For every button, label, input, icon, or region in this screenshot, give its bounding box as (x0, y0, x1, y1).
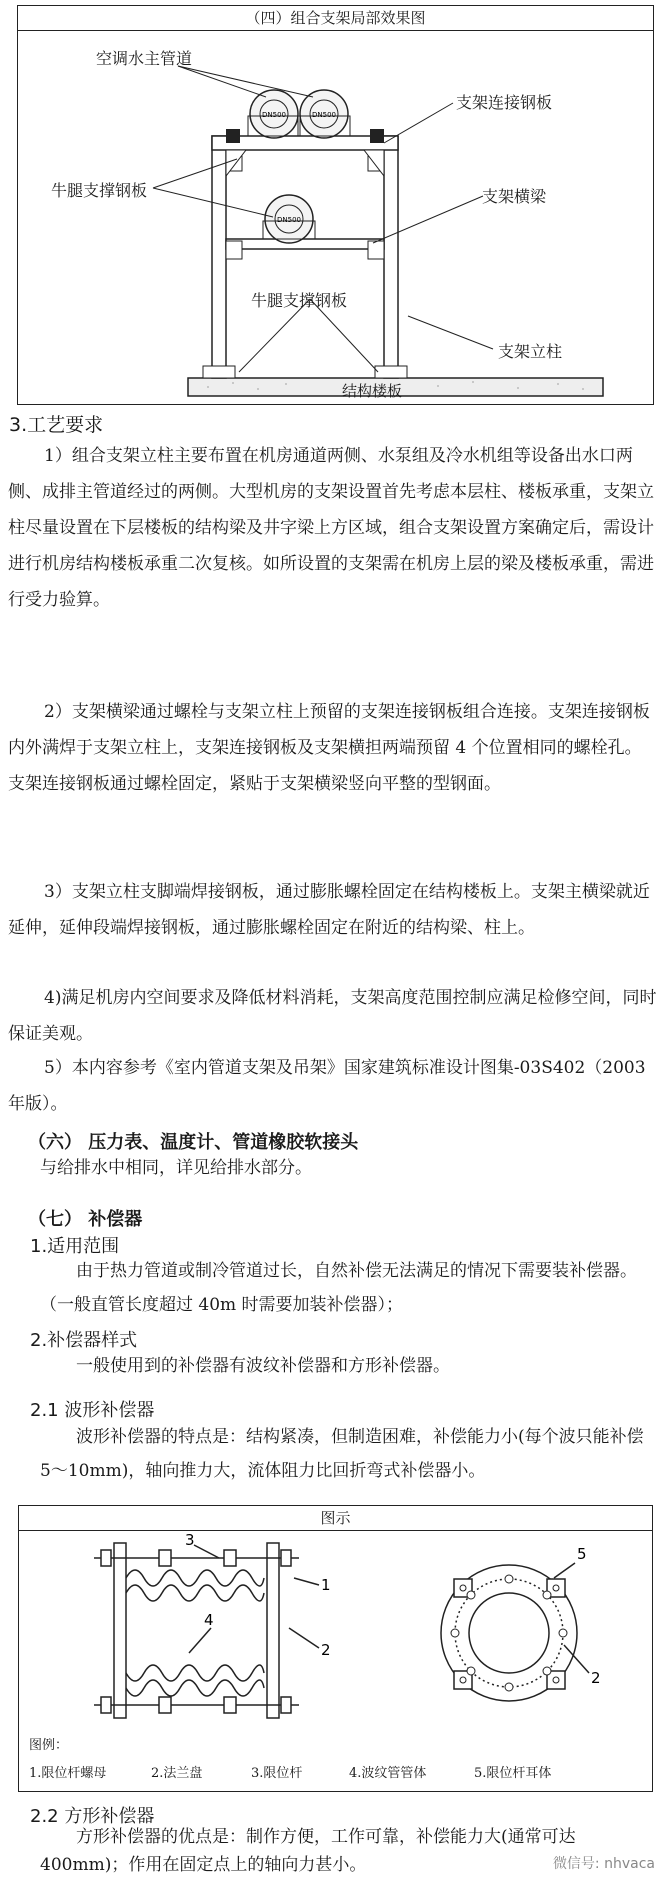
figure-title: （四）组合支架局部效果图 (18, 6, 653, 31)
callout-2b: 2 (591, 1669, 601, 1687)
paragraph-4: 4)满足机房内空间要求及降低材料消耗，支架高度范围控制应满足检修空间，同时保证美观。 (8, 988, 657, 1044)
subsection-1-heading: 1.适用范围 (30, 1236, 120, 1257)
subsection-21-text: 波形补偿器的特点是：结构紧凑，但制造困难，补偿能力小(每个波只能补偿 5～10mm)，轴向推力大，流体阻力比回折弯式补偿器小。 (40, 1427, 644, 1481)
callout-2: 2 (321, 1641, 331, 1659)
subsection-1-text: 由于热力管道或制冷管道过长，自然补偿无法满足的情况下需要装补偿器。（一般直管长度超过 40m 时需要加装补偿器）； (40, 1261, 637, 1315)
dn-label-1: DN500 (262, 111, 286, 119)
section-6-text: 与给排水中相同，详见给排水部分。 (40, 1158, 312, 1178)
legend-item-3: 3.限位杆 (251, 1766, 303, 1781)
label-bracket-2: 牛腿支撑钢板 (251, 291, 348, 310)
section-3-heading: 3.工艺要求 (9, 414, 104, 436)
paragraph-1: 1）组合支架立柱主要布置在机房通道两侧、水泵组及冷水机组等设备出水口两侧、成排主管道经过的两侧。大型机房的支架设置首先考虑本层柱、楼板承重，支架立柱尽量设置在下层楼板的结构梁及井字梁上方区域，组合支架设置方案确定后，需设计进行机房结构楼板承重二次复核。如所设置的支架需在机房上层的梁及楼板承重，需进行受力验算。 (8, 446, 654, 610)
subsection-2-heading: 2.补偿器样式 (30, 1330, 138, 1351)
watermark: 微信号: nhvaca (552, 1856, 655, 1872)
section-7-heading: （七） 补偿器 (28, 1209, 143, 1230)
label-beam: 支架横梁 (482, 187, 547, 206)
figure-combined-support (17, 5, 654, 405)
label-plate: 支架连接钢板 (456, 93, 553, 112)
paragraph-5: 5）本内容参考《室内管道支架及吊架》国家建筑标准设计图集-03S402（2003 年版）。 (8, 1058, 646, 1114)
label-floor: 结构楼板 (342, 382, 403, 400)
label-main-pipe: 空调水主管道 (96, 49, 193, 68)
legend-item-1: 1.限位杆螺母 (29, 1766, 107, 1781)
compensator-drawing (19, 1533, 652, 1733)
subsection-21-heading: 2.1 波形补偿器 (30, 1400, 155, 1421)
callout-1: 1 (321, 1576, 331, 1594)
legend-title: 图例： (29, 1738, 69, 1753)
label-column: 支架立柱 (498, 342, 563, 361)
paragraph-3: 3）支架立柱支脚端焊接钢板，通过膨胀螺栓固定在结构楼板上。支架主横梁就近延伸，延伸段端焊接钢板，通过膨胀螺栓固定在附近的结构梁、柱上。 (8, 882, 650, 938)
callout-3: 3 (185, 1533, 195, 1549)
legend-item-2: 2.法兰盘 (151, 1766, 203, 1781)
paragraph-2: 2）支架横梁通过螺栓与支架立柱上预留的支架连接钢板组合连接。支架连接钢板内外满焊于支架立柱上，支架连接钢板及支架横担两端预留 4 个位置相同的螺栓孔。支架连接钢板通过螺栓固定，紧贴于支架横梁竖向平整的型钢面。 (8, 702, 650, 794)
figure-compensator (18, 1505, 653, 1792)
label-bracket-1: 牛腿支撑钢板 (51, 181, 148, 200)
callout-5: 5 (577, 1545, 587, 1563)
callout-4: 4 (204, 1611, 214, 1629)
dn-label-3: DN500 (277, 216, 301, 224)
figure-2-title: 图示 (19, 1506, 652, 1531)
legend-item-4: 4.波纹管管体 (349, 1766, 427, 1781)
subsection-22-heading: 2.2 方形补偿器 (30, 1806, 155, 1827)
subsection-2-text: 一般使用到的补偿器有波纹补偿器和方形补偿器。 (76, 1356, 450, 1376)
subsection-22-text: 方形补偿器的优点是：制作方便，工作可靠，补偿能力大(通常可达 400mm)；作用在固定点上的轴向力甚小。 (40, 1827, 576, 1875)
dn-label-2: DN500 (312, 111, 336, 119)
section-6-heading: （六） 压力表、温度计、管道橡胶软接头 (28, 1132, 359, 1153)
legend-item-5: 5.限位杆耳体 (474, 1766, 552, 1781)
